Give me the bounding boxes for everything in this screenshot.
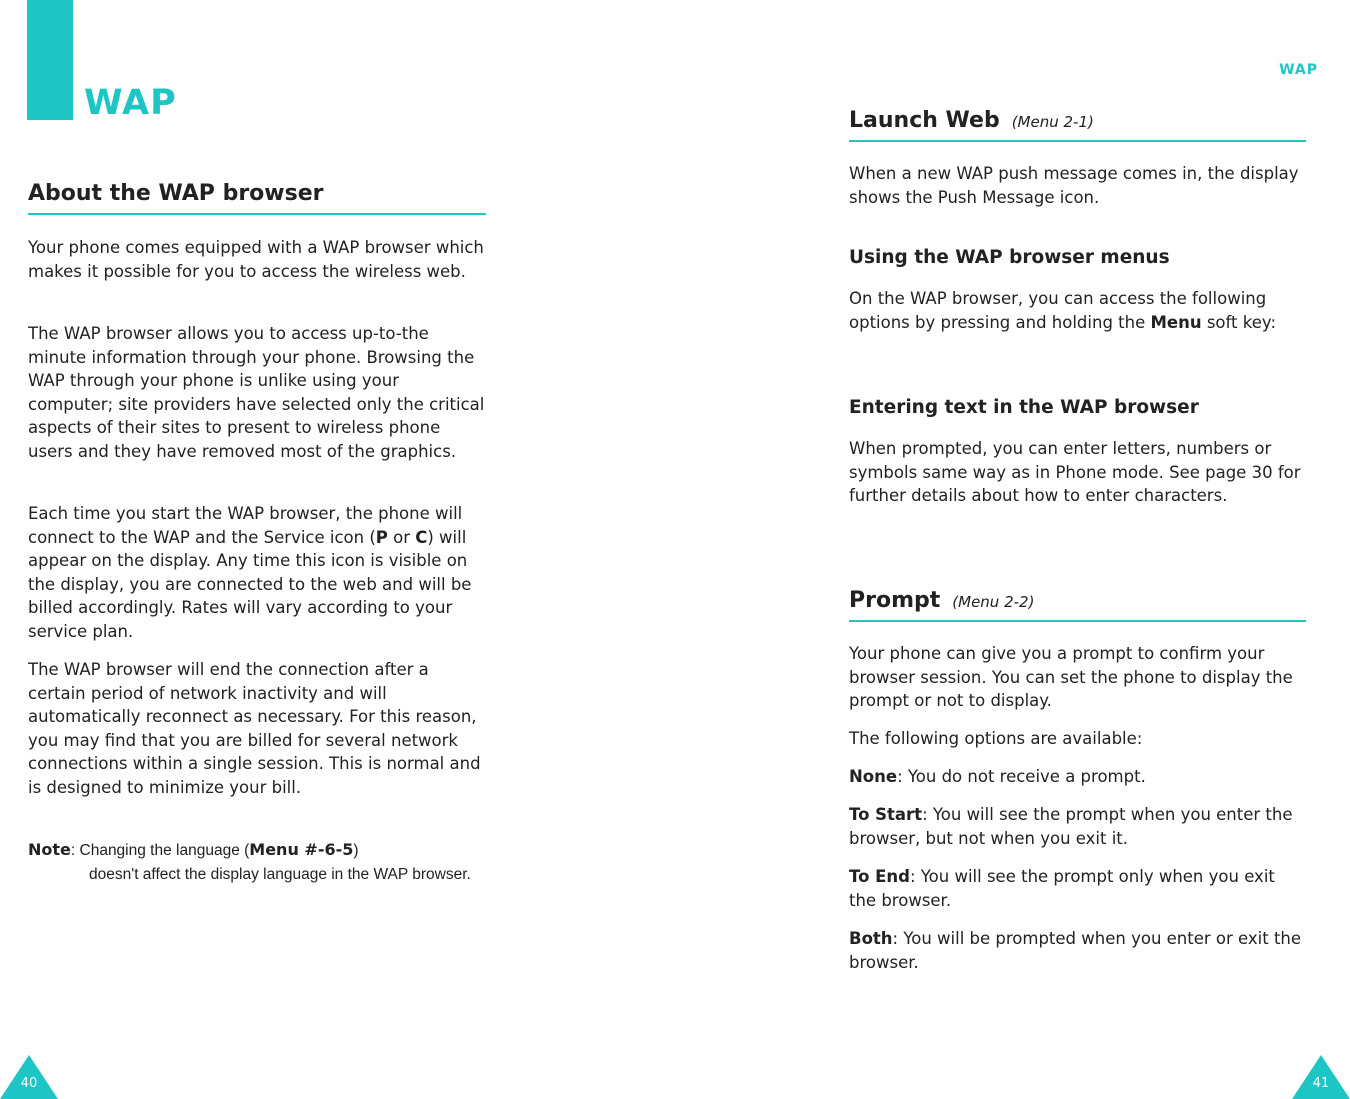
note: Note: Changing the language (Menu #-6-5) doesn't affect the display language in the WAP browser.	[28, 838, 486, 887]
page-number-right: 41	[1312, 1076, 1330, 1091]
paragraph-intro: Your phone comes equipped with a WAP browser which makes it possible for you to access the wireless web.	[28, 238, 484, 281]
menu-ref-prompt: (Menu 2-2)	[952, 593, 1035, 611]
note-label: Note	[28, 840, 71, 859]
subheading-using-menus: Using the WAP browser menus	[849, 247, 1170, 268]
paragraph-using-menus: On the WAP browser, you can access the following options by pressing and holding the Menu soft key:	[849, 289, 1277, 332]
paragraph-prompt-intro: Your phone can give you a prompt to confirm your browser session. You can set the phone to display the prompt or not to display.	[849, 644, 1293, 710]
paragraph-options-intro: The following options are available:	[849, 729, 1143, 748]
section-heading-about: About the WAP browser	[28, 181, 486, 215]
section-heading-launch-web: Launch Web (Menu 2-1)	[849, 108, 1306, 142]
paragraph-launch-web: When a new WAP push message comes in, the display shows the Push Message icon.	[849, 164, 1299, 207]
paragraph-service-icon: Each time you start the WAP browser, the phone will connect to the WAP and the Service icon (P or C) will appear on the display. Any time this icon is visible on the display, you are connected to the web and will be billed accordingly. Rates will vary according to your service plan.	[28, 504, 472, 641]
paragraph-browsing: The WAP browser allows you to access up-to-the minute information through your phone. Browsing the WAP through your phone is unlike using your computer; site providers have selected only the critical aspects of their sites to present to wireless phone users and they have removed most of the graphics.	[28, 324, 485, 461]
chapter-title: WAP	[84, 83, 177, 123]
chapter-tab	[27, 0, 73, 120]
subheading-entering-text: Entering text in the WAP browser	[849, 397, 1199, 418]
note-menu: Menu #-6-5	[249, 840, 354, 859]
paragraph-connection: The WAP browser will end the connection after a certain period of network inactivity and will automatically reconnect as necessary. For this reason, you may find that you are billed for several network connections within a single session. This is normal and is designed to minimize your bill.	[28, 660, 481, 797]
option-to-end: To End: You will see the prompt only when you exit the browser.	[849, 867, 1275, 910]
running-head: WAP	[1279, 62, 1318, 78]
section-heading-prompt: Prompt (Menu 2-2)	[849, 588, 1306, 622]
page-number-left: 40	[20, 1076, 38, 1091]
menu-ref-launch-web: (Menu 2-1)	[1011, 113, 1094, 131]
note-continuation: doesn't affect the display language in the WAP browser.	[89, 866, 471, 883]
option-to-start: To Start: You will see the prompt when you enter the browser, but not when you exit it.	[849, 805, 1293, 848]
paragraph-entering-text: When prompted, you can enter letters, numbers or symbols same way as in Phone mode. See page 30 for further details about how to enter characters.	[849, 439, 1301, 505]
option-both: Both: You will be prompted when you enter or exit the browser.	[849, 929, 1302, 972]
option-none: None: You do not receive a prompt.	[849, 767, 1146, 786]
